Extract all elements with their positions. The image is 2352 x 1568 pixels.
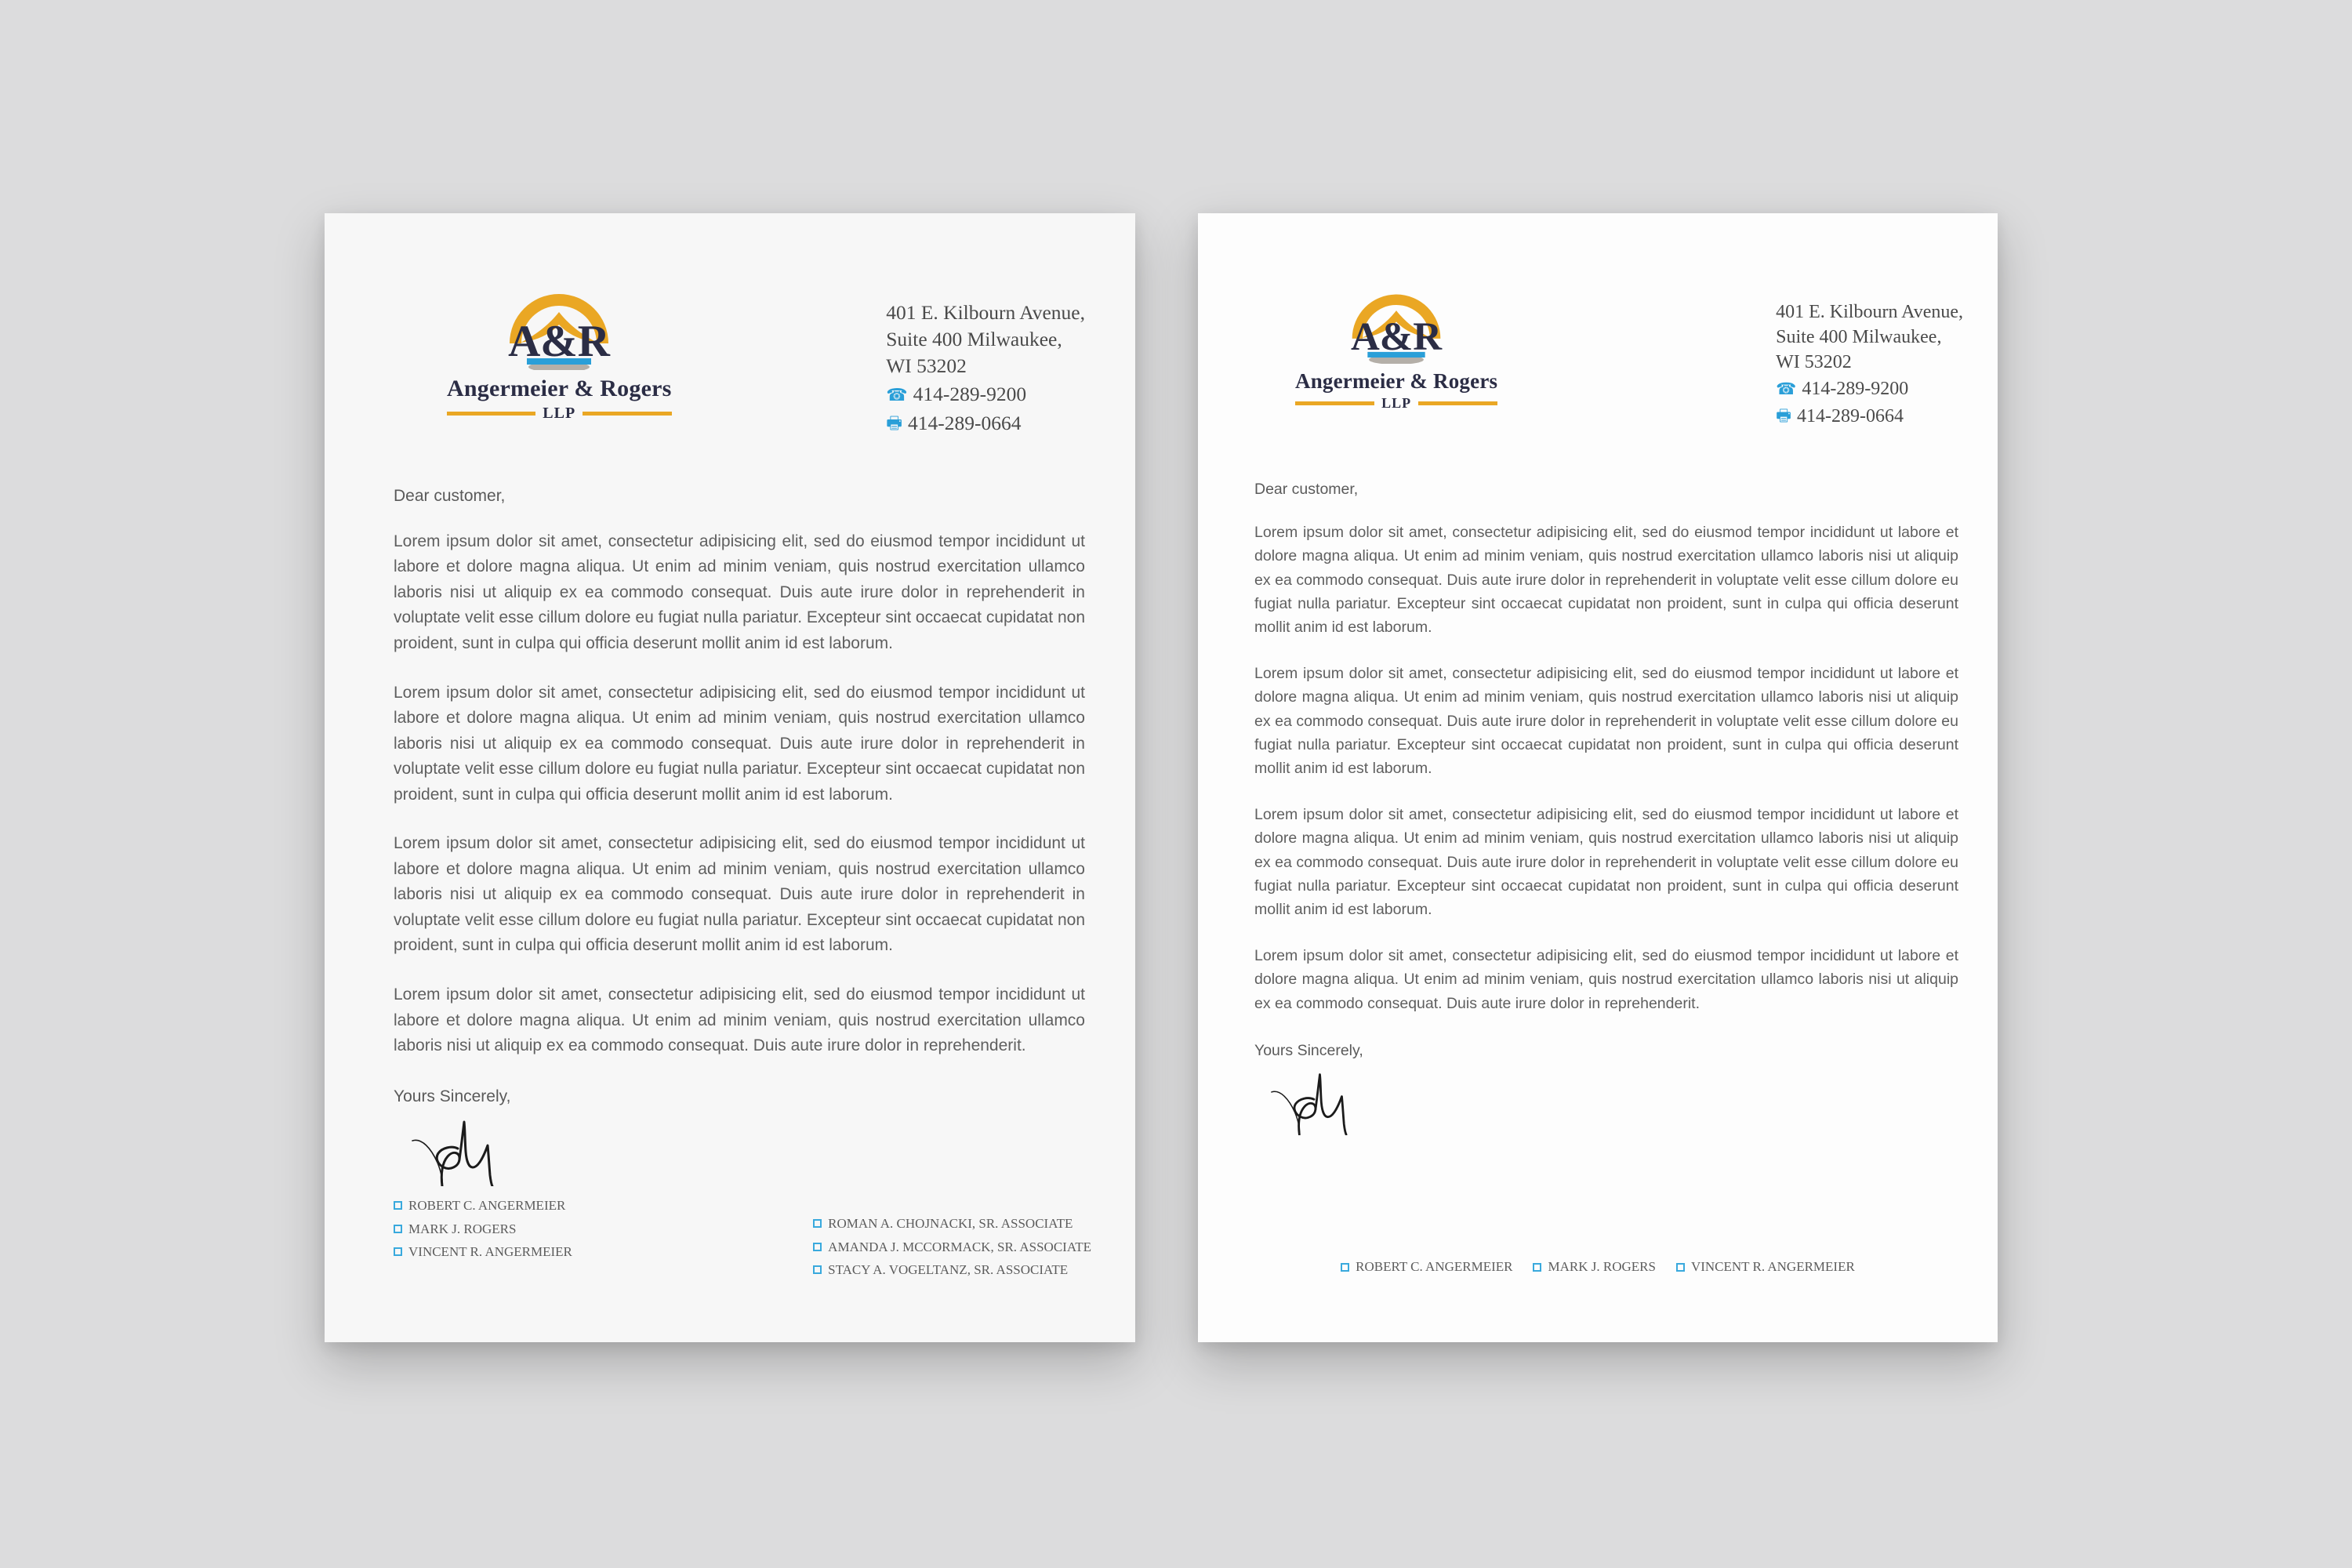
footer-name-label: ROBERT C. ANGERMEIER <box>408 1198 566 1214</box>
footer-name-item <box>1533 1259 1655 1275</box>
fax-number: 414-289-0664 <box>1796 405 1904 426</box>
square-bullet-icon <box>813 1265 822 1274</box>
footer-name-item <box>394 1218 572 1240</box>
square-bullet-icon <box>394 1247 402 1256</box>
llp-rule-row <box>1295 396 1497 410</box>
letterhead-page-secondary <box>1198 213 1998 1342</box>
closing-text: Yours Sincerely, <box>1254 1042 1363 1060</box>
letter-paragraph: Lorem ipsum dolor sit amet, consectetur adipisicing elit, sed do eiusmod tempor incididunt ut labore et dolore magna aliqua. Ut enim ad minim veniam, quis nostrud exercitation ullamco laboris nisi ut aliquip ex ea commodo consequat. Duis aute irure dolor in reprehenderit. <box>394 985 1085 1055</box>
footer-names <box>394 1194 1091 1281</box>
address-line-3: WI 53202 <box>1776 352 1852 373</box>
firm-name-text: Angermeier & Rogers <box>447 376 672 401</box>
address-line-3: WI 53202 <box>886 354 967 378</box>
salutation: Dear customer, <box>1254 480 1359 498</box>
footer-associates-column <box>813 1212 1091 1281</box>
address-line-2: Suite 400 Milwaukee, <box>886 328 1062 351</box>
footer-name-label: ROMAN A. CHOJNACKI, SR. ASSOCIATE <box>828 1216 1073 1232</box>
footer-names <box>1198 1259 1998 1275</box>
footer-name-label: STACY A. VOGELTANZ, SR. ASSOCIATE <box>828 1261 1069 1277</box>
footer-name-label: VINCENT R. ANGERMEIER <box>1690 1259 1855 1274</box>
phone-number: 414-289-9200 <box>1802 379 1909 400</box>
footer-name-label: MARK J. ROGERS <box>1548 1259 1656 1274</box>
letter-paragraph: Lorem ipsum dolor sit amet, consectetur adipisicing elit, sed do eiusmod tempor incididunt ut labore et dolore magna aliqua. Ut enim ad minim veniam, quis nostrud exercitation ullamco laboris nisi ut aliquip ex ea commodo consequat. Duis aute irure dolor in reprehenderit in voluptate velit esse cillum dolore eu fugiat nulla pariatur. Excepteur sint occaecat cupidatat non proident, sunt in culpa qui officia deserunt mollit anim id est laborum. <box>1254 805 1958 919</box>
firm-name-text: Angermeier & Rogers <box>1295 369 1498 393</box>
footer-name-item <box>1676 1259 1855 1275</box>
handwritten-signature <box>1270 1069 1958 1135</box>
address-line-1: 401 E. Kilbourn Avenue, <box>886 301 1085 324</box>
footer-name-label: ROBERT C. ANGERMEIER <box>1356 1259 1513 1274</box>
phone-line <box>886 381 1085 408</box>
letter-paragraph: Lorem ipsum dolor sit amet, consectetur adipisicing elit, sed do eiusmod tempor incididunt ut labore et dolore magna aliqua. Ut enim ad minim veniam, quis nostrud exercitation ullamco laboris nisi ut aliquip ex ea commodo consequat. Duis aute irure dolor in reprehenderit in voluptate velit esse cillum dolore eu fugiat nulla pariatur. Excepteur sint occaecat cupidatat non proident, sunt in culpa qui officia deserunt mollit anim id est laborum. <box>1254 523 1958 637</box>
contact-block <box>886 299 1085 437</box>
square-bullet-icon <box>1676 1263 1685 1272</box>
letter-paragraph: Lorem ipsum dolor sit amet, consectetur adipisicing elit, sed do eiusmod tempor incididunt ut labore et dolore magna aliqua. Ut enim ad minim veniam, quis nostrud exercitation ullamco laboris nisi ut aliquip ex ea commodo consequat. Duis aute irure dolor in reprehenderit in voluptate velit esse cillum dolore eu fugiat nulla pariatur. Excepteur sint occaecat cupidatat non proident, sunt in culpa qui officia deserunt mollit anim id est laborum. <box>1254 664 1958 778</box>
letter-paragraph: Lorem ipsum dolor sit amet, consectetur adipisicing elit, sed do eiusmod tempor incididunt ut labore et dolore magna aliqua. Ut enim ad minim veniam, quis nostrud exercitation ullamco laboris nisi ut aliquip ex ea commodo consequat. Duis aute irure dolor in reprehenderit in voluptate velit esse cillum dolore eu fugiat nulla pariatur. Excepteur sint occaecat cupidatat non proident, sunt in culpa qui officia deserunt mollit anim id est laborum. <box>394 532 1085 652</box>
fax-icon: 🖶 <box>886 412 902 433</box>
footer-name-item <box>813 1236 1091 1258</box>
llp-rule-row <box>447 405 671 421</box>
telephone-icon: ☎ <box>886 384 908 405</box>
address-line-2: Suite 400 Milwaukee, <box>1776 327 1942 348</box>
square-bullet-icon <box>1533 1263 1541 1272</box>
footer-name-item <box>1341 1259 1512 1275</box>
footer-name-item <box>813 1258 1091 1281</box>
llp-text: LLP <box>543 405 576 422</box>
letterhead-header <box>372 285 1085 437</box>
fax-line <box>886 410 1085 437</box>
square-bullet-icon <box>813 1243 822 1251</box>
footer-name-item <box>813 1212 1091 1235</box>
closing-text: Yours Sincerely, <box>394 1087 511 1105</box>
llp-text: LLP <box>1381 395 1412 411</box>
footer-partners-column <box>394 1194 572 1281</box>
letter-paragraph: Lorem ipsum dolor sit amet, consectetur adipisicing elit, sed do eiusmod tempor incididunt ut labore et dolore magna aliqua. Ut enim ad minim veniam, quis nostrud exercitation ullamco laboris nisi ut aliquip ex ea commodo consequat. Duis aute irure dolor in reprehenderit. <box>1254 946 1958 1012</box>
letterhead-page-primary <box>325 213 1135 1342</box>
logo-mark-arch-icon <box>1337 285 1456 364</box>
llp-rule-left <box>1295 401 1374 405</box>
fax-number: 414-289-0664 <box>908 411 1022 434</box>
fax-icon: 🖶 <box>1776 406 1791 426</box>
footer-name-item <box>394 1194 572 1217</box>
firm-logo <box>447 285 671 421</box>
svg-text:A&R: A&R <box>1351 315 1443 360</box>
letter-body <box>394 487 1085 1186</box>
llp-rule-left <box>447 412 535 416</box>
letter-body <box>1254 481 1958 1135</box>
firm-logo <box>1295 285 1497 410</box>
contact-block <box>1776 299 1963 429</box>
svg-text:A&R: A&R <box>508 317 611 366</box>
square-bullet-icon <box>394 1225 402 1233</box>
square-bullet-icon <box>813 1219 822 1228</box>
phone-number: 414-289-9200 <box>913 383 1027 406</box>
phone-line <box>1776 376 1963 401</box>
footer-name-label: AMANDA J. MCCORMACK, SR. ASSOCIATE <box>828 1239 1091 1254</box>
handwritten-signature <box>411 1117 1085 1186</box>
footer-name-item <box>394 1240 572 1263</box>
logo-mark-arch-icon <box>492 285 626 370</box>
letter-paragraph: Lorem ipsum dolor sit amet, consectetur adipisicing elit, sed do eiusmod tempor incididunt ut labore et dolore magna aliqua. Ut enim ad minim veniam, quis nostrud exercitation ullamco laboris nisi ut aliquip ex ea commodo consequat. Duis aute irure dolor in reprehenderit in voluptate velit esse cillum dolore eu fugiat nulla pariatur. Excepteur sint occaecat cupidatat non proident, sunt in culpa qui officia deserunt mollit anim id est laborum. <box>394 834 1085 955</box>
footer-name-label: VINCENT R. ANGERMEIER <box>408 1243 572 1259</box>
footer-name-label: MARK J. ROGERS <box>408 1221 517 1236</box>
telephone-icon: ☎ <box>1776 379 1797 399</box>
llp-rule-right <box>583 412 671 416</box>
letter-paragraph: Lorem ipsum dolor sit amet, consectetur adipisicing elit, sed do eiusmod tempor incididunt ut labore et dolore magna aliqua. Ut enim ad minim veniam, quis nostrud exercitation ullamco laboris nisi ut aliquip ex ea commodo consequat. Duis aute irure dolor in reprehenderit in voluptate velit esse cillum dolore eu fugiat nulla pariatur. Excepteur sint occaecat cupidatat non proident, sunt in culpa qui officia deserunt mollit anim id est laborum. <box>394 683 1085 804</box>
letterhead-header <box>1234 285 1963 429</box>
address-line-1: 401 E. Kilbourn Avenue, <box>1776 302 1963 322</box>
square-bullet-icon <box>394 1201 402 1210</box>
llp-rule-right <box>1418 401 1497 405</box>
square-bullet-icon <box>1341 1263 1349 1272</box>
fax-line <box>1776 404 1963 429</box>
salutation: Dear customer, <box>394 486 506 505</box>
